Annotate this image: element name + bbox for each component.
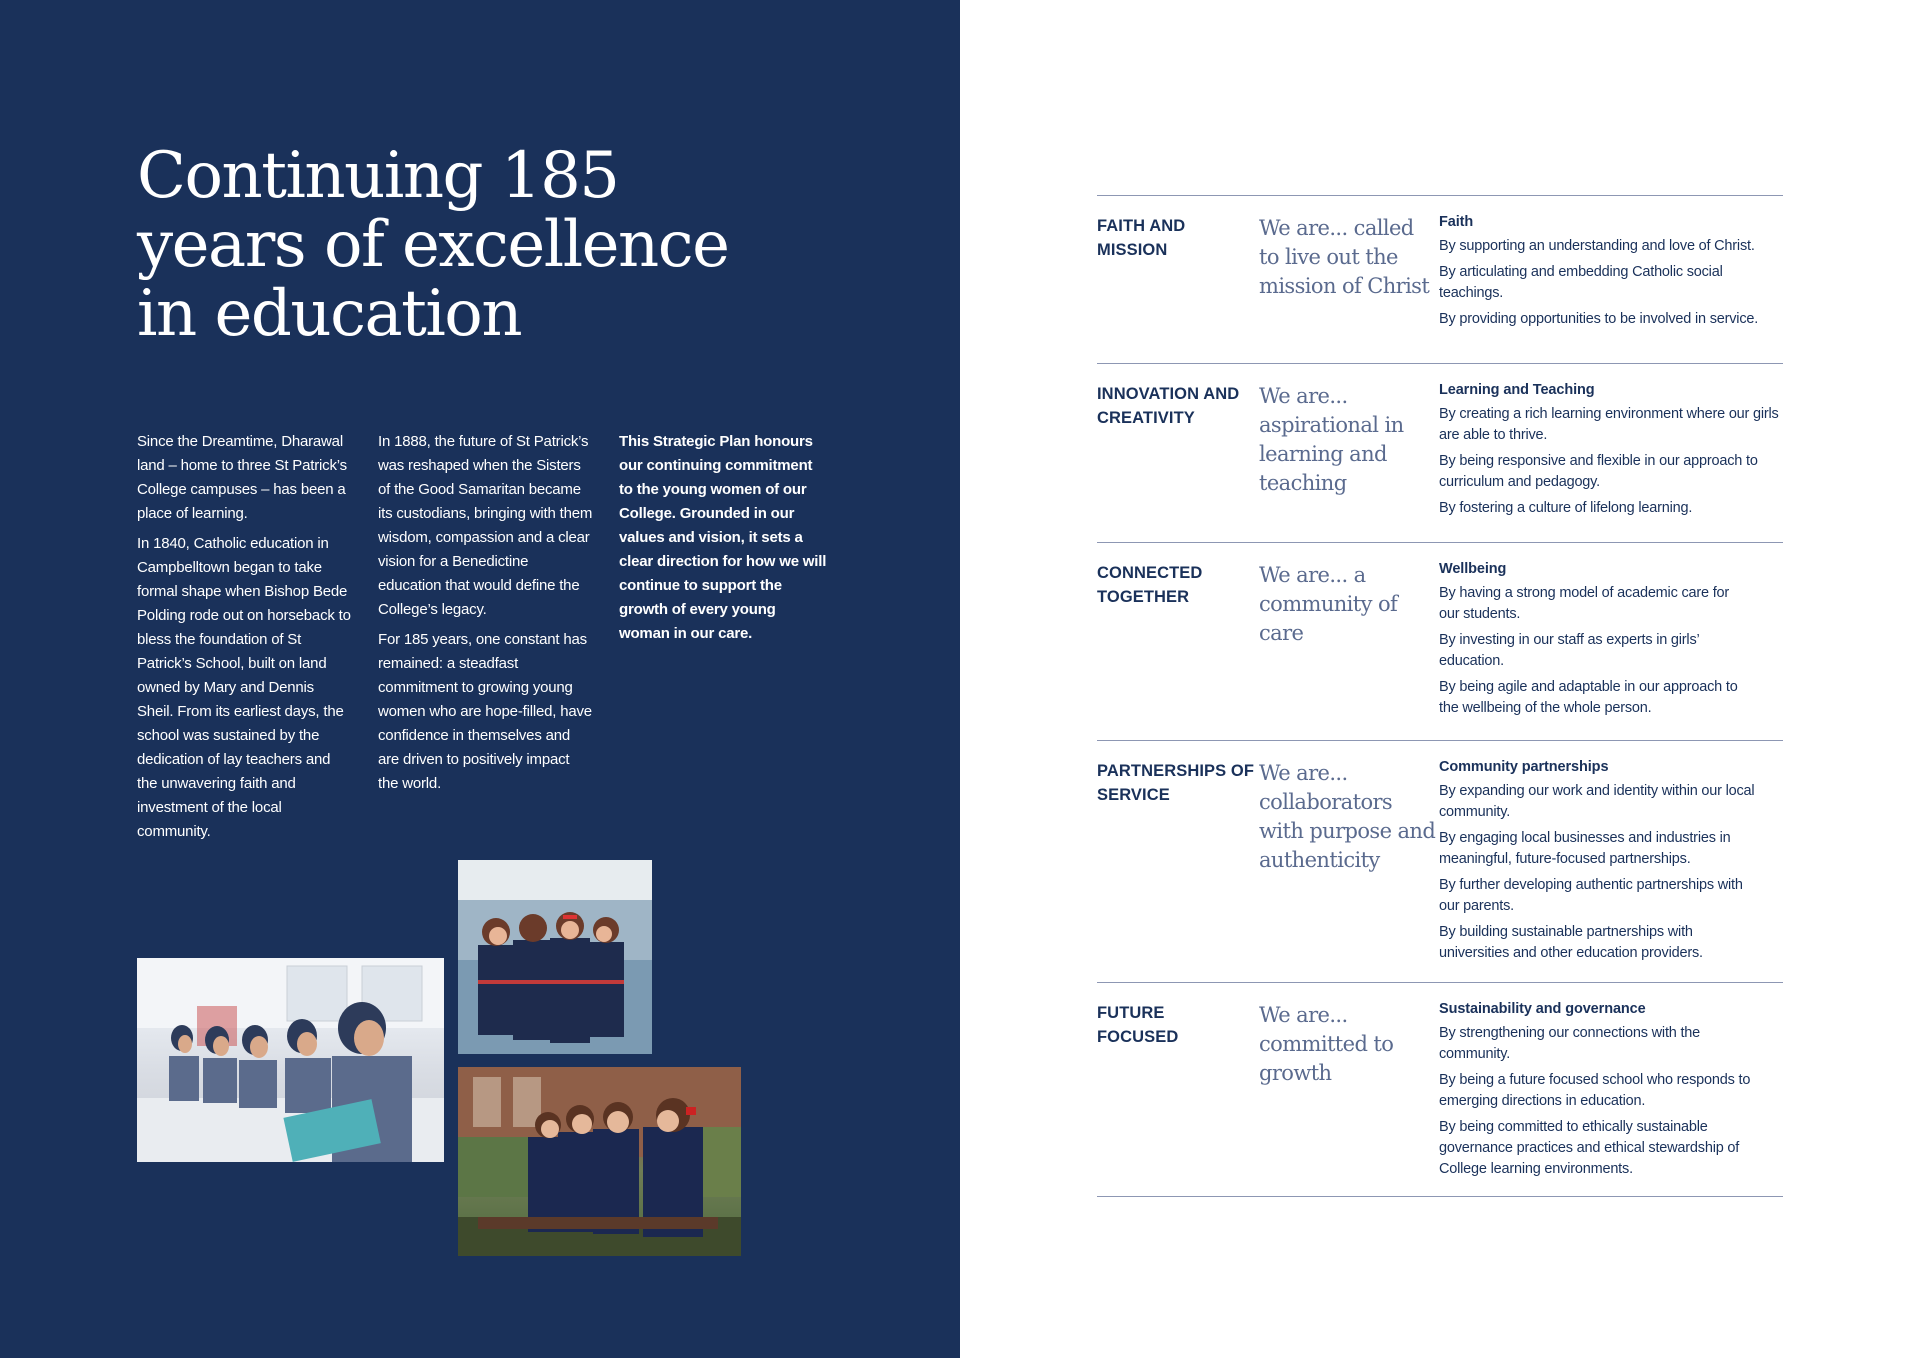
focus-item: By supporting an understanding and love of Christ. <box>1439 238 1755 254</box>
pillar-name: INNOVATION AND CREATIVITY <box>1097 385 1240 427</box>
strategic-plan-statement: This Strategic Plan honours our continuing commitment to the young women of our College. Grounded in our values and vision, it sets a clear direction for how we will continue to support the growth of every young woman in our care. <box>619 433 827 642</box>
students-seated-photo <box>458 1067 741 1256</box>
focus-item: By being responsive and flexible in our approach to curriculum and pedagogy. <box>1439 453 1758 490</box>
pillar-partnerships-of-service <box>1097 741 1783 982</box>
divider <box>1097 1196 1783 1197</box>
pillar-focus <box>1439 196 1783 363</box>
intro-paragraph: Since the Dreamtime, Dharawal land – home to three St Patrick’s College campuses – has been a place of learning. <box>137 433 347 522</box>
focus-item: By creating a rich learning environment where our girls are able to thrive. <box>1439 406 1779 443</box>
pillar-statement: We are... a community of care <box>1259 563 1398 645</box>
strategic-pillars-table <box>1097 195 1783 1197</box>
focus-item: By engaging local businesses and industries in meaningful, future-focused partnerships. <box>1439 830 1731 867</box>
page-title: Continuing 185 years of excellence in education <box>137 139 729 351</box>
netball-illustration <box>458 860 652 1054</box>
classroom-illustration <box>137 958 444 1162</box>
pillar-innovation-and-creativity <box>1097 364 1783 542</box>
focus-title: Learning and Teaching <box>1439 382 1595 398</box>
pillar-statement: We are... called to live out the mission of Christ <box>1259 216 1430 298</box>
pillar-focus <box>1439 364 1783 542</box>
pillar-statement: We are... collaborators with purpose and authenticity <box>1259 761 1436 872</box>
pillar-name: FAITH AND MISSION <box>1097 217 1186 259</box>
pillar-connected-together <box>1097 543 1783 740</box>
focus-item: By articulating and embedding Catholic social teachings. <box>1439 264 1723 301</box>
focus-item: By investing in our staff as experts in girls’ education. <box>1439 632 1699 669</box>
focus-item: By having a strong model of academic care for our students. <box>1439 585 1730 622</box>
pillar-statement: We are... committed to growth <box>1259 1003 1394 1085</box>
focus-item: By fostering a culture of lifelong learning. <box>1439 500 1693 516</box>
intro-paragraph: In 1888, the future of St Patrick’s was reshaped when the Sisters of the Good Samaritan became its custodians, bringing with them wisdom, compassion and a clear vision for a Benedictine education that would define the College’s legacy. <box>378 433 593 618</box>
intro-column-3 <box>619 430 829 652</box>
intro-column-1 <box>137 430 352 850</box>
pillar-faith-and-mission <box>1097 196 1783 363</box>
pillar-focus <box>1439 741 1783 982</box>
focus-item: By being committed to ethically sustainable governance practices and ethical stewardship of College learning environments. <box>1439 1119 1740 1177</box>
classroom-photo <box>137 958 444 1162</box>
focus-item: By building sustainable partnerships with universities and other education providers. <box>1439 924 1703 961</box>
focus-title: Faith <box>1439 214 1474 230</box>
pillar-name: FUTURE FOCUSED <box>1097 1004 1179 1046</box>
pillar-name: PARTNERSHIPS OF SERVICE <box>1097 762 1255 804</box>
focus-title: Wellbeing <box>1439 561 1507 577</box>
focus-item: By strengthening our connections with the community. <box>1439 1025 1701 1062</box>
pillar-statement: We are... aspirational in learning and teaching <box>1259 384 1404 495</box>
focus-item: By being agile and adaptable in our approach to the wellbeing of the whole person. <box>1439 679 1738 716</box>
netball-team-photo <box>458 860 652 1054</box>
focus-item: By further developing authentic partnerships with our parents. <box>1439 877 1743 914</box>
focus-title: Community partnerships <box>1439 759 1609 775</box>
intro-column-2 <box>378 430 593 802</box>
pillar-future-focused <box>1097 983 1783 1196</box>
students-illustration <box>458 1067 741 1256</box>
intro-paragraph: For 185 years, one constant has remained: a steadfast commitment to growing young women who are hope-filled, have confidence in themselves and are driven to positively impact the world. <box>378 631 592 792</box>
focus-item: By expanding our work and identity within our local community. <box>1439 783 1755 820</box>
focus-item: By being a future focused school who responds to emerging directions in education. <box>1439 1072 1751 1109</box>
pillar-focus <box>1439 543 1783 740</box>
focus-item: By providing opportunities to be involved in service. <box>1439 311 1759 327</box>
pillar-name: CONNECTED TOGETHER <box>1097 564 1203 606</box>
pillar-focus <box>1439 983 1783 1196</box>
focus-title: Sustainability and governance <box>1439 1001 1646 1017</box>
intro-paragraph: In 1840, Catholic education in Campbelltown began to take formal shape when Bishop Bede Polding rode out on horseback to bless the foundation of St Patrick’s School, built on land owned by Mary and Dennis Sheil. From its earliest days, the school was sustained by the dedication of lay teachers and the unwavering faith and investment of the local community. <box>137 535 351 840</box>
